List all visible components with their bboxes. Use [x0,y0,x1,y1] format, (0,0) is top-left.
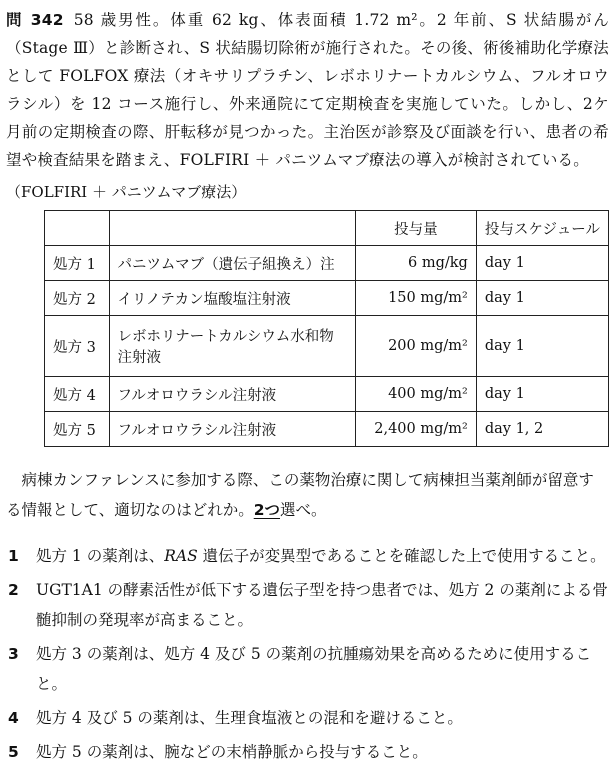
choice-text: UGT1A1 の酵素活性が低下する遺伝子型を持つ患者では、処方 2 の薬剤による骨髄抑制の発現率が高まること。 [36,581,608,629]
question-stem-text: 58 歳男性。体重 62 kg、体表面積 1.72 m²。2 年前、S 状結腸がん（Stage Ⅲ）と診断され、S 状結腸切除術が施行された。その後、術後補助化学療法として FOLFOX 療法（オキサリプラチン、レボホリナートカルシウム、フルオロウラシル）を 12 コース施行し、外来通院にて定期検査を実施していた。しかし、2ケ月前の定期検査の際、肝転移が見つかった。主治医が診察及び面談を行い、患者の希望や検査結果を踏まえ、FOLFIRI ＋ パニツムマブ療法の導入が検討されている。 [6,11,609,169]
regimen-title: （FOLFIRI ＋ パニツムマブ療法） [6,183,247,201]
table-row [45,281,609,316]
rx-label: 処方 2 [45,281,110,316]
prescription-table [44,210,609,447]
rx-dose: 150 mg/m² [355,281,476,316]
rx-schedule: day 1 [476,281,608,316]
table-header-row [45,211,609,246]
choice-number: 3 [8,645,19,663]
choice-text-tail: 遺伝子が変異型であることを確認した上で使用すること。 [197,547,606,565]
rx-schedule: day 1 [476,246,608,281]
rx-schedule: day 1, 2 [476,412,608,447]
choice-text: 処方 1 の薬剤は、 [36,547,165,565]
choice-2[interactable] [6,575,609,635]
question-stem [6,6,609,174]
rx-label: 処方 4 [45,377,110,412]
rx-dose: 6 mg/kg [355,246,476,281]
table-row [45,412,609,447]
choice-number: 1 [8,547,19,565]
choice-text-italic: RAS [164,547,198,565]
prompt-text: 病棟カンファレンスに参加する際、この薬物治療に関して病棟担当薬剤師が留意する情報として、適切なのはどれか。 [6,471,594,519]
table-row [45,377,609,412]
rx-drug: フルオロウラシル注射液 [109,412,355,447]
question-prompt [6,465,609,525]
choice-text: 処方 3 の薬剤は、処方 4 及び 5 の薬剤の抗腫瘍効果を高めるために使用すること。 [36,645,592,693]
header-schedule: 投与スケジュール [476,211,608,246]
choice-5[interactable] [6,737,609,767]
header-cell [109,211,355,246]
rx-drug: レボホリナートカルシウム水和物注射液 [109,316,355,377]
choice-number: 2 [8,581,19,599]
choice-3[interactable] [6,639,609,699]
rx-drug: イリノテカン塩酸塩注射液 [109,281,355,316]
rx-label: 処方 5 [45,412,110,447]
table-row [45,246,609,281]
rx-label: 処方 3 [45,316,110,377]
choice-1[interactable] [6,541,609,571]
rx-drug: フルオロウラシル注射液 [109,377,355,412]
prompt-tail: 選べ。 [280,501,327,519]
header-dose: 投与量 [355,211,476,246]
rx-drug: パニツムマブ（遺伝子組換え）注 [109,246,355,281]
rx-dose: 2,400 mg/m² [355,412,476,447]
choice-4[interactable] [6,703,609,733]
rx-dose: 400 mg/m² [355,377,476,412]
choice-text: 処方 5 の薬剤は、腕などの末梢静脈から投与すること。 [36,743,428,761]
header-cell [45,211,110,246]
table-row [45,316,609,377]
answer-choices [6,541,609,767]
prompt-emphasis: 2つ [253,501,280,519]
choice-number: 5 [8,743,19,761]
rx-label: 処方 1 [45,246,110,281]
choice-text: 処方 4 及び 5 の薬剤は、生理食塩液との混和を避けること。 [36,709,463,727]
rx-schedule: day 1 [476,377,608,412]
choice-number: 4 [8,709,19,727]
rx-schedule: day 1 [476,316,608,377]
rx-dose: 200 mg/m² [355,316,476,377]
question-number: 問 342 [6,11,64,29]
